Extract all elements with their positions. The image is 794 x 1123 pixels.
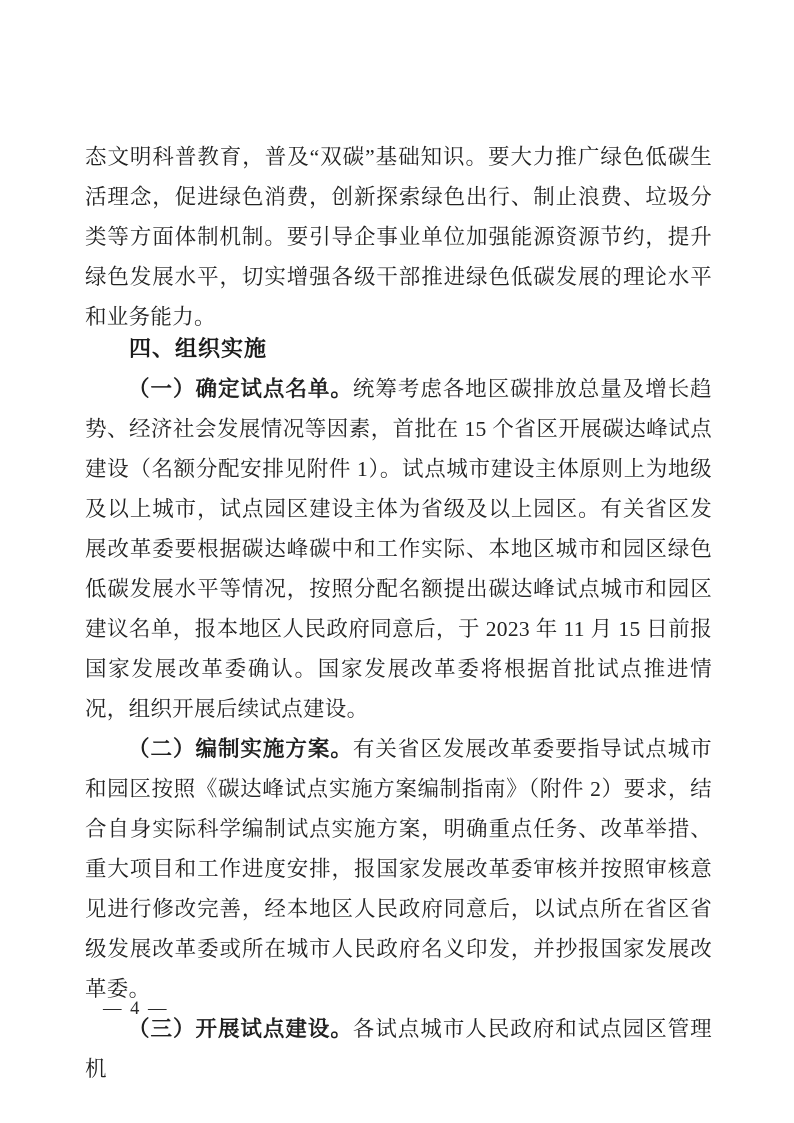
paragraph-text: 各试点城市人民政府和试点园区管理机 — [85, 1017, 712, 1081]
paragraph-item-2 — [85, 729, 712, 1009]
paragraph-continued — [85, 137, 712, 337]
paragraph-text: 有关省区发展改革委要指导试点城市和园区按照《碳达峰试点实施方案编制指南》（附件 2）要求，结合自身实际科学编制试点实施方案，明确重点任务、改革举措、重大项目和工作进度安排，报国家发展改革委审核并按照审核意见进行修改完善，经本地区人民政府同意后，以试点所在省区省级发展改革委或所在城市人民政府名义印发，并抄报国家发展改革委。 — [85, 737, 712, 1001]
paragraph-item-1 — [85, 369, 712, 729]
document-body — [85, 137, 712, 1089]
paragraph-lead: （三）开展试点建设。 — [128, 1017, 353, 1041]
paragraph-item-3 — [85, 1009, 712, 1089]
paragraph-text: 统筹考虑各地区碳排放总量及增长趋势、经济社会发展情况等因素，首批在 15 个省区开展碳达峰试点建设（名额分配安排见附件 1）。试点城市建设主体原则上为地级及以上城市，试点园区建设主体为省级及以上园区。有关省区发展改革委要根据碳达峰碳中和工作实际、本地区城市和园区绿色低碳发展水平等情况，按照分配名额提出碳达峰试点城市和园区建议名单，报本地区人民政府同意后，于 2023 年 11 月 15 日前报国家发展改革委确认。国家发展改革委将根据首批试点推进情况，组织开展后续试点建设。 — [85, 377, 712, 721]
section-heading-organization: 四、组织实施 — [129, 336, 268, 361]
page-number: — 4 — — [103, 999, 169, 1019]
paragraph-lead: （二）编制实施方案。 — [128, 737, 353, 761]
paragraph-text: 态文明科普教育，普及“双碳”基础知识。要大力推广绿色低碳生活理念，促进绿色消费，创新探索绿色出行、制止浪费、垃圾分类等方面体制机制。要引导企事业单位加强能源资源节约，提升绿色发展水平，切实增强各级干部推进绿色低碳发展的理论水平和业务能力。 — [85, 145, 712, 329]
paragraph-lead: （一）确定试点名单。 — [128, 377, 353, 401]
